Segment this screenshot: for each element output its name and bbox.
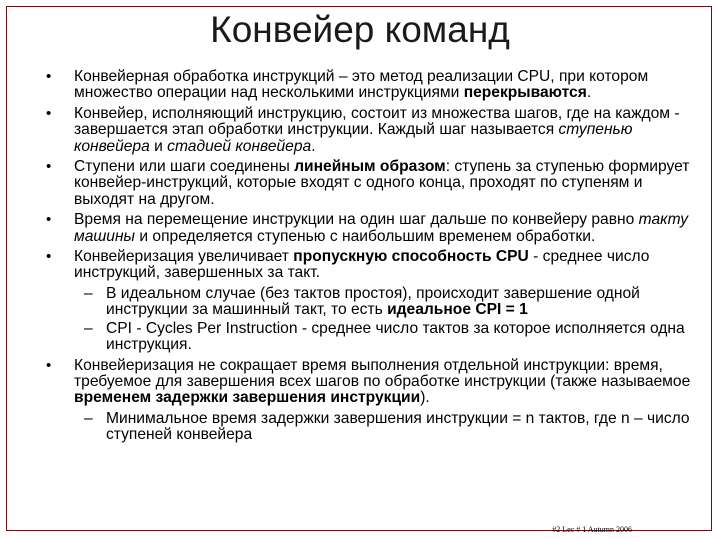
bullet-item-6 xyxy=(0,358,720,407)
bullet-icon: • xyxy=(46,211,52,229)
sub-item-5-1 xyxy=(0,286,720,319)
bullet-text: Конвейеризация увеличивает xyxy=(74,248,294,266)
slide-title: Конвейер команд xyxy=(210,9,510,50)
bullet-text: и xyxy=(149,137,168,155)
dash-icon: – xyxy=(84,319,93,337)
bullet-bold-text: линейным образом xyxy=(294,158,446,176)
bullet-item-3 xyxy=(0,159,720,208)
bullet-text: и определяется ступенью с наибольшим временем обработки. xyxy=(135,227,596,245)
slide-content xyxy=(0,69,720,446)
bullet-icon: • xyxy=(46,104,52,122)
sub-bold-text: идеальное CPI = 1 xyxy=(387,301,528,319)
sub-text: Минимальное время задержки завершения инструкции = n тактов, где n – число ступеней конвейера xyxy=(106,409,690,444)
bullet-text: Ступени или шаги соединены xyxy=(74,158,295,176)
bullet-italic-text: ступенью конвейера xyxy=(74,121,633,155)
bullet-bold-text: временем задержки завершения инструкции xyxy=(74,389,421,407)
bullet-bold-text: пропускную способность CPU xyxy=(293,248,529,266)
bullet-italic-text: стадией конвейера xyxy=(167,137,312,155)
bullet-item-5 xyxy=(0,249,720,282)
sub-text: CPI - Cycles Per Instruction - среднее число тактов за которое исполняется одна инструкция. xyxy=(106,319,685,354)
bullet-text: Время на перемещение инструкции на один шаг дальше по конвейеру равно xyxy=(74,211,639,229)
bullet-item-2 xyxy=(0,106,720,155)
bullet-text: Конвейер, исполняющий инструкцию, состоит из множества шагов, где на каждом - завершается этап обработки инструкции. Каждый шаг называется xyxy=(74,104,680,139)
bullet-text: Конвейеризация не сокращает время выполнения отдельной инструкции: время, требуемое для завершения всех шагов по обработке инструкции (также называемое xyxy=(74,356,691,390)
bullet-text: . xyxy=(311,137,316,155)
bullet-text: . xyxy=(586,84,592,102)
bullet-icon: • xyxy=(46,248,52,266)
bullet-italic-text: такту машины xyxy=(74,211,689,245)
bullet-text: ). xyxy=(420,389,430,407)
bullet-text: - среднее число инструкций, завершенных за такт. xyxy=(74,248,650,282)
slide-footer: #2 Lec # 1 Autumn 2006 xyxy=(552,525,632,534)
sub-text: В идеальном случае (без тактов простоя), происходит завершение одной инструкции за машинный такт, то есть xyxy=(106,284,640,319)
bullet-item-1 xyxy=(0,69,720,102)
bullet-text: : ступень за ступенью формирует конвейер-инструкций, которые входят с одного конца, проходят по ступеням и выходят на другом. xyxy=(74,158,690,208)
dash-icon: – xyxy=(84,409,93,427)
bullet-icon: • xyxy=(46,356,52,374)
bullet-bold-text: перекрываются xyxy=(463,84,587,102)
bullet-item-4 xyxy=(0,212,720,245)
dash-icon: – xyxy=(84,284,93,302)
sub-item-5-2 xyxy=(0,321,720,354)
bullet-text: Конвейерная обработка инструкций – это метод реализации CPU, при котором множество операции над несколькими инструкциями xyxy=(74,68,649,102)
sub-item-6-1 xyxy=(0,411,720,444)
bullet-icon: • xyxy=(46,68,52,85)
bullet-icon: • xyxy=(46,158,52,176)
